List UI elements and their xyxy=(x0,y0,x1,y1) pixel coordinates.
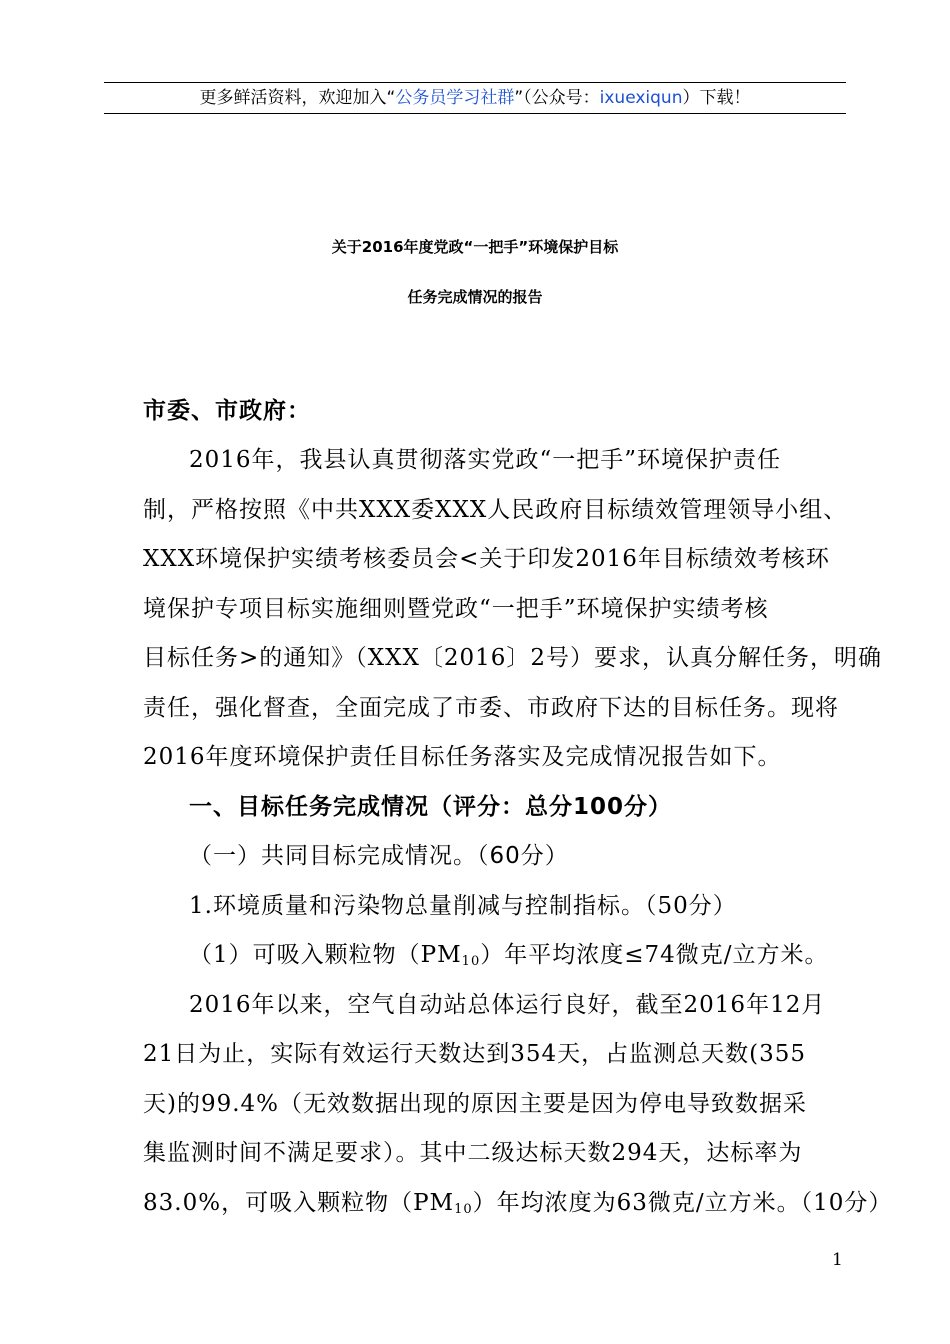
paragraph-line: XXX环境保护实绩考核委员会<关于印发2016年目标绩效考核环 xyxy=(143,546,830,572)
document-title-line-1: 关于2016年度党政“一把手”环境保护目标 xyxy=(331,238,619,256)
paragraph-line-pre: 83.0%，可吸入颗粒物（PM xyxy=(143,1190,455,1216)
header-text-1: 更多鲜活资料，欢迎加入“ xyxy=(199,88,396,108)
paragraph-line: 责任，强化督查，全面完成了市委、市政府下达的目标任务。现将 xyxy=(143,695,839,721)
paragraph-line: 21日为止，实际有效运行天数达到354天，占监测总天数(355 xyxy=(143,1041,807,1067)
page-header-banner xyxy=(104,82,846,114)
header-link-group[interactable]: 公务员学习社群 xyxy=(395,88,515,108)
item-subheading xyxy=(189,938,909,979)
paragraph-line: 目标任务>的通知》（XXX〔2016〕2号）要求，认真分解任务，明确 xyxy=(143,645,883,671)
header-text-3: ）下载！ xyxy=(682,88,751,108)
paragraph-line: 2016年以来，空气自动站总体运行良好，截至2016年12月 xyxy=(189,992,826,1018)
item-subheading-post: ）年平均浓度≤74微克/立方米。 xyxy=(480,942,829,968)
paragraph-line: 集监测时间不满足要求）。其中二级达标天数294天，达标率为 xyxy=(143,1140,803,1166)
salutation: 市委、市政府： xyxy=(143,398,311,424)
header-account-id: ixuexiqun xyxy=(599,88,683,108)
paragraph-line-subscript: 10 xyxy=(454,1202,473,1217)
item-subheading-subscript: 10 xyxy=(461,954,481,969)
document-title-line-2: 任务完成情况的报告 xyxy=(407,288,543,306)
page-number: 1 xyxy=(832,1250,843,1270)
header-text-2: ”（公众号： xyxy=(514,88,600,108)
section-heading: 一、目标任务完成情况（评分：总分100分） xyxy=(189,794,673,820)
paragraph-line: 境保护专项目标实施细则暨党政“一把手”环境保护实绩考核 xyxy=(143,596,769,622)
paragraph-line: 2016年度环境保护责任目标任务落实及完成情况报告如下。 xyxy=(143,744,782,770)
subsection-heading: （一）共同目标完成情况。（60分） xyxy=(189,843,569,869)
paragraph-line-post: ）年均浓度为63微克/立方米。（10分） xyxy=(472,1190,893,1216)
paragraph-line xyxy=(143,1186,893,1227)
paragraph-line: 2016年，我县认真贯彻落实党政“一把手”环境保护责任 xyxy=(189,447,782,473)
paragraph-line: 制，严格按照《中共XXX委XXX人民政府目标绩效管理领导小组、 xyxy=(143,497,848,523)
paragraph-line: 天)的99.4%（无效数据出现的原因主要是因为停电导致数据采 xyxy=(143,1091,808,1117)
item-heading: 1.环境质量和污染物总量削减与控制指标。（50分） xyxy=(189,893,737,919)
item-subheading-pre: （1）可吸入颗粒物（PM xyxy=(189,942,462,968)
